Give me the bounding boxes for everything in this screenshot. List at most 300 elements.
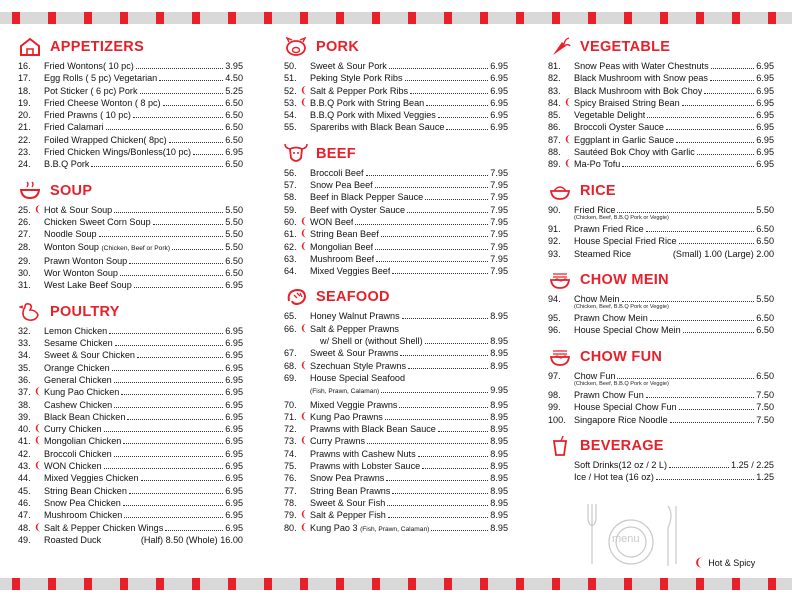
dot-leader — [402, 318, 489, 319]
dot-leader — [408, 368, 488, 369]
item-name — [44, 374, 112, 386]
menu-item[interactable] — [548, 121, 774, 133]
section-title: CHOW FUN — [580, 348, 663, 365]
menu-item[interactable] — [548, 389, 774, 401]
menu-item[interactable] — [18, 460, 243, 472]
item-name-text: Mixed Veggies Chicken — [44, 473, 139, 484]
menu-item[interactable] — [548, 134, 774, 146]
item-price: 6.50 — [756, 236, 774, 247]
item-name — [310, 204, 405, 216]
menu-item[interactable] — [284, 179, 508, 191]
item-price: 6.95 — [225, 350, 243, 361]
item-name — [310, 347, 398, 359]
menu-item[interactable] — [548, 459, 774, 471]
dot-leader — [123, 505, 223, 506]
chili-pepper-icon: ❨ — [564, 158, 572, 169]
menu-item[interactable] — [18, 423, 243, 435]
menu-item[interactable] — [18, 362, 243, 374]
item-name-text: Spareribs with Black Bean Sauce — [310, 122, 445, 133]
item-name — [44, 411, 125, 423]
item-name-text: w/ Shell or (without Shell) — [320, 336, 423, 347]
menu-item[interactable] — [548, 223, 774, 235]
item-number-text: 40. — [18, 424, 31, 435]
price-small-label: (Small) — [672, 248, 702, 259]
item-name-text: Salt & Pepper Prawns — [310, 323, 399, 334]
menu-item[interactable] — [284, 335, 508, 347]
item-price: 8.95 — [490, 522, 508, 533]
dot-leader — [91, 166, 223, 167]
item-name — [310, 435, 365, 447]
item-number — [548, 158, 574, 170]
item-number — [18, 228, 44, 240]
item-number-text: 76. — [284, 473, 297, 484]
section-poultry — [18, 301, 243, 546]
item-name — [44, 472, 139, 484]
item-name — [574, 401, 677, 413]
section-header — [548, 269, 774, 291]
menu-item[interactable] — [18, 216, 243, 228]
item-name — [310, 399, 397, 411]
item-number — [284, 448, 310, 460]
item-price-split — [141, 534, 243, 546]
item-price: 8.95 — [490, 424, 508, 435]
section-chow-mein — [548, 269, 774, 337]
chili-pepper-icon: ❨ — [694, 557, 704, 569]
menu-item[interactable] — [284, 121, 508, 133]
menu-item[interactable] — [284, 72, 508, 84]
item-name — [44, 485, 127, 497]
menu-item[interactable] — [284, 360, 508, 372]
item-name-text: Salt & Pepper Fish — [310, 510, 386, 521]
house-icon — [18, 37, 42, 57]
item-name-text: Snow Pea Beef — [310, 180, 373, 191]
item-number-text: 64. — [284, 266, 297, 277]
item-number — [18, 85, 44, 97]
dot-leader — [172, 249, 223, 250]
item-number — [284, 179, 310, 191]
item-name-text: Sweet & Sour Fish — [310, 497, 386, 508]
section-title: SEAFOOD — [316, 289, 390, 306]
item-number-text: 23. — [18, 147, 31, 158]
item-price: 8.95 — [490, 473, 508, 484]
item-name — [310, 241, 373, 253]
dot-leader — [422, 468, 488, 469]
item-name — [44, 337, 113, 349]
menu-item[interactable] — [18, 97, 243, 109]
dot-leader — [410, 93, 488, 94]
menu-item[interactable] — [284, 448, 508, 460]
section-title: PORK — [316, 39, 360, 55]
item-name-text: Prawn Fried Rice — [574, 223, 644, 234]
menu-item[interactable] — [18, 325, 243, 337]
item-name-text: Chow Fun — [574, 370, 616, 381]
item-name-text: B.B.Q Pork — [44, 159, 90, 170]
item-price: 6.95 — [225, 485, 243, 496]
menu-item[interactable] — [18, 72, 243, 84]
item-name-text: Szechuan Style Prawns — [310, 360, 407, 371]
menu-item[interactable] — [18, 485, 243, 497]
menu-item[interactable] — [18, 497, 243, 509]
item-name — [310, 167, 364, 179]
chili-pepper-icon: ❨ — [300, 509, 308, 520]
menu-item[interactable] — [284, 253, 508, 265]
menu-item[interactable] — [284, 204, 508, 216]
menu-item[interactable] — [18, 435, 243, 447]
item-name-text: Fried Prawns ( 10 pc) — [44, 110, 131, 121]
menu-item[interactable] — [18, 411, 243, 423]
item-number — [18, 109, 44, 121]
item-number-text: 80. — [284, 522, 297, 533]
dot-leader — [392, 493, 488, 494]
menu-item[interactable] — [548, 109, 774, 121]
item-name — [574, 459, 667, 471]
item-name-text: B.B.Q Pork with Mixed Veggies — [310, 110, 436, 121]
item-number — [548, 293, 574, 305]
menu-item[interactable] — [548, 158, 774, 170]
item-name-text: Snow Pea Chicken — [44, 497, 121, 508]
dot-leader — [355, 224, 488, 225]
menu-item[interactable] — [284, 97, 508, 109]
item-name-text: Mushroom Beef — [310, 253, 375, 264]
item-number — [18, 97, 44, 109]
item-price: 6.95 — [490, 122, 508, 133]
item-number-text: 58. — [284, 192, 297, 203]
dot-leader — [438, 431, 488, 432]
item-number — [18, 255, 44, 267]
menu-item[interactable] — [18, 337, 243, 349]
price-large-label: (Large) — [724, 248, 754, 259]
item-price: 6.95 — [756, 159, 774, 170]
item-price: 6.95 — [490, 61, 508, 71]
menu-item[interactable] — [284, 372, 508, 384]
menu-item[interactable] — [18, 255, 243, 267]
item-name — [310, 423, 436, 435]
menu-item[interactable] — [18, 522, 243, 534]
item-number-text: 57. — [284, 180, 297, 191]
menu-item[interactable] — [548, 248, 774, 260]
dot-leader — [134, 287, 224, 288]
menu-item[interactable] — [284, 435, 508, 447]
item-number-text: 91. — [548, 223, 561, 234]
dot-leader — [375, 187, 489, 188]
dot-leader — [109, 333, 223, 334]
dot-leader — [704, 93, 754, 94]
menu-item[interactable] — [284, 323, 508, 335]
menu-item[interactable] — [18, 241, 243, 255]
item-name-text: Hot & Sour Soup — [44, 204, 113, 215]
price-whole-price: 16.00 — [220, 534, 243, 545]
dot-leader — [366, 175, 489, 176]
chili-pepper-icon: ❨ — [34, 423, 42, 434]
item-number-text: 39. — [18, 411, 31, 422]
item-price: 6.95 — [756, 147, 774, 158]
menu-item[interactable] — [284, 411, 508, 423]
item-number — [284, 435, 310, 447]
item-number — [284, 241, 310, 253]
item-number — [548, 324, 574, 336]
item-name — [44, 362, 110, 374]
menu-item[interactable] — [284, 485, 508, 497]
item-name-text: Snow Pea Prawns — [310, 473, 385, 484]
section-beef — [284, 143, 508, 278]
section-header — [548, 180, 774, 202]
shrimp-icon — [284, 287, 308, 307]
dot-leader — [425, 343, 489, 344]
item-options: (Chicken, Beef, B.B.Q Pork or Veggie) — [574, 214, 669, 221]
price-whole-label: (Whole) — [185, 534, 218, 545]
menu-item[interactable] — [284, 399, 508, 411]
item-name — [310, 460, 420, 472]
menu-item[interactable] — [548, 85, 774, 97]
item-name-text: Broccoli Chicken — [44, 448, 112, 459]
section-title: APPETIZERS — [50, 39, 145, 55]
item-name — [574, 158, 620, 170]
dot-leader — [376, 261, 488, 262]
dot-leader — [425, 199, 488, 200]
item-price: 6.95 — [225, 436, 243, 447]
menu-item[interactable] — [18, 158, 243, 170]
item-name-text: West Lake Beef Soup — [44, 280, 132, 291]
menu-item[interactable] — [284, 472, 508, 484]
menu-item[interactable] — [548, 60, 774, 72]
item-name — [310, 253, 374, 265]
menu-item[interactable] — [284, 310, 508, 322]
item-name — [574, 223, 644, 235]
item-number-text: 70. — [284, 399, 297, 410]
item-price: 7.95 — [490, 180, 508, 191]
item-price: 5.50 — [225, 216, 243, 227]
menu-item[interactable] — [18, 109, 243, 121]
item-number — [548, 223, 574, 235]
item-number-text: 77. — [284, 485, 297, 496]
item-number — [18, 121, 44, 133]
dot-leader — [127, 419, 223, 420]
menu-item[interactable] — [18, 509, 243, 521]
menu-item[interactable] — [548, 72, 774, 84]
item-price: 6.50 — [756, 370, 774, 381]
item-price: 8.95 — [490, 336, 508, 347]
menu-item[interactable] — [284, 85, 508, 97]
item-number — [284, 411, 310, 423]
item-name-text: Broccoli Beef — [310, 167, 364, 178]
dot-leader — [647, 117, 754, 118]
menu-item[interactable] — [284, 509, 508, 521]
menu-item[interactable] — [284, 460, 508, 472]
dot-leader — [682, 105, 755, 106]
item-name-text: Ice / Hot tea (16 oz) — [574, 472, 654, 483]
menu-item[interactable] — [284, 423, 508, 435]
menu-item[interactable] — [548, 324, 774, 336]
item-number-text: 100. — [548, 414, 566, 425]
item-number-text: 27. — [18, 229, 31, 240]
item-number-text: 47. — [18, 510, 31, 521]
menu-item[interactable] — [548, 97, 774, 109]
item-number-text: 94. — [548, 293, 561, 304]
dot-leader — [656, 479, 754, 480]
column-middle — [284, 36, 508, 544]
dot-leader — [104, 431, 224, 432]
item-price: 6.95 — [756, 61, 774, 71]
menu-item[interactable] — [18, 386, 243, 398]
dot-leader — [129, 493, 223, 494]
item-price: 6.95 — [490, 97, 508, 108]
dot-leader — [381, 392, 488, 393]
item-name — [574, 72, 708, 84]
item-number-text: 74. — [284, 448, 297, 459]
item-number — [284, 360, 310, 372]
item-number-text: 30. — [18, 268, 31, 279]
menu-item[interactable] — [18, 472, 243, 484]
menu-item[interactable] — [284, 109, 508, 121]
menu-item[interactable] — [18, 374, 243, 386]
section-title: POULTRY — [50, 303, 120, 320]
item-number-text: 28. — [18, 241, 31, 252]
item-price: 6.95 — [490, 110, 508, 121]
item-number — [284, 167, 310, 179]
item-number-text: 59. — [284, 204, 297, 215]
menu-item[interactable] — [284, 167, 508, 179]
item-number-text: 97. — [548, 370, 561, 381]
menu-item[interactable] — [18, 228, 243, 240]
chili-pepper-icon: ❨ — [300, 359, 308, 370]
menu-item[interactable] — [284, 191, 508, 203]
dot-leader — [141, 480, 224, 481]
item-name — [310, 335, 423, 347]
menu-item[interactable] — [18, 146, 243, 158]
item-number-text: 33. — [18, 338, 31, 349]
dot-leader — [165, 530, 223, 531]
legend-hot-spicy — [694, 556, 755, 569]
cow-icon — [284, 144, 308, 164]
menu-item[interactable] — [18, 349, 243, 361]
item-price: 8.95 — [490, 497, 508, 508]
dot-leader — [129, 263, 223, 264]
dot-leader — [140, 93, 224, 94]
menu-item[interactable] — [18, 448, 243, 460]
item-price: 5.50 — [225, 229, 243, 240]
menu-item[interactable] — [548, 414, 774, 426]
menu-item[interactable] — [284, 522, 508, 536]
menu-item[interactable] — [18, 85, 243, 97]
menu-item[interactable] — [284, 384, 508, 398]
menu-item[interactable] — [18, 121, 243, 133]
menu-item[interactable] — [284, 216, 508, 228]
item-name — [44, 267, 118, 279]
item-number — [548, 414, 574, 426]
item-name — [574, 324, 681, 336]
item-price: 6.95 — [225, 374, 243, 385]
menu-item[interactable] — [18, 60, 243, 72]
item-number — [18, 204, 44, 216]
menu-item[interactable] — [18, 267, 243, 279]
item-name — [44, 255, 127, 267]
item-number-text: 22. — [18, 134, 31, 145]
menu-item[interactable] — [18, 399, 243, 411]
item-price: 8.95 — [490, 448, 508, 459]
item-name-text: Fried Chicken Wings/Bonless(10 pc) — [44, 147, 192, 158]
item-name — [310, 265, 390, 277]
menu-item[interactable] — [284, 228, 508, 240]
item-number — [18, 134, 44, 146]
menu-item[interactable] — [284, 265, 508, 277]
item-number — [548, 204, 574, 216]
chili-pepper-icon: ❨ — [34, 203, 42, 214]
item-name — [310, 485, 390, 497]
dot-leader — [137, 357, 223, 358]
menu-item[interactable] — [548, 235, 774, 247]
item-price: 6.95 — [225, 325, 243, 336]
item-number-text: 93. — [548, 248, 561, 259]
item-name-text: Cashew Chicken — [44, 399, 113, 410]
dot-leader — [385, 419, 489, 420]
item-number — [284, 60, 310, 72]
item-name-text: Beef with Oyster Sauce — [310, 204, 406, 215]
menu-item[interactable] — [18, 279, 243, 291]
dot-leader — [114, 407, 223, 408]
item-number — [548, 134, 574, 146]
menu-item[interactable] — [18, 204, 243, 216]
item-number-text: 82. — [548, 73, 561, 84]
menu-item[interactable] — [284, 497, 508, 509]
item-name-text: Steamed Rice — [574, 248, 632, 259]
item-number-text: 61. — [284, 229, 297, 240]
item-price: 7.95 — [490, 216, 508, 227]
dot-leader — [683, 332, 755, 333]
menu-item[interactable] — [284, 60, 508, 72]
item-name-text: Fried Rice — [574, 204, 616, 215]
menu-item[interactable] — [18, 534, 243, 546]
chili-pepper-icon: ❨ — [300, 435, 308, 446]
item-price: 6.95 — [756, 134, 774, 145]
menu-item[interactable] — [548, 471, 774, 483]
item-name — [310, 497, 385, 509]
item-price: 6.95 — [490, 85, 508, 96]
dot-leader — [387, 505, 488, 506]
item-name-text: Lemon Chicken — [44, 325, 108, 336]
item-number — [18, 60, 44, 72]
item-price: 7.50 — [756, 402, 774, 413]
dot-leader — [375, 249, 488, 250]
item-name — [44, 509, 122, 521]
item-name-text: Broccoli Oyster Sauce — [574, 122, 664, 133]
item-price: 7.95 — [490, 253, 508, 264]
item-price: 6.50 — [225, 122, 243, 133]
bowl-icon — [18, 181, 42, 201]
item-number — [548, 370, 574, 382]
item-price: 6.50 — [225, 159, 243, 170]
item-name-text: WON Beef — [310, 216, 354, 227]
menu-item[interactable] — [548, 401, 774, 413]
menu-item[interactable] — [548, 146, 774, 158]
item-number-text: 67. — [284, 348, 297, 359]
item-number-text: 55. — [284, 122, 297, 133]
menu-item[interactable] — [284, 241, 508, 253]
menu-item[interactable] — [284, 347, 508, 359]
item-number-text: 81. — [548, 61, 561, 71]
item-name-text: Noodle Soup — [44, 229, 97, 240]
item-name — [574, 109, 645, 121]
item-number-text: 51. — [284, 73, 297, 84]
item-name — [574, 60, 709, 72]
item-number-text: 83. — [548, 85, 561, 96]
menu-item[interactable] — [548, 312, 774, 324]
item-number — [548, 401, 574, 413]
menu-item[interactable] — [18, 134, 243, 146]
section-pork — [284, 36, 508, 134]
item-number — [18, 460, 44, 472]
item-number — [284, 265, 310, 277]
item-number-text: 63. — [284, 253, 297, 264]
